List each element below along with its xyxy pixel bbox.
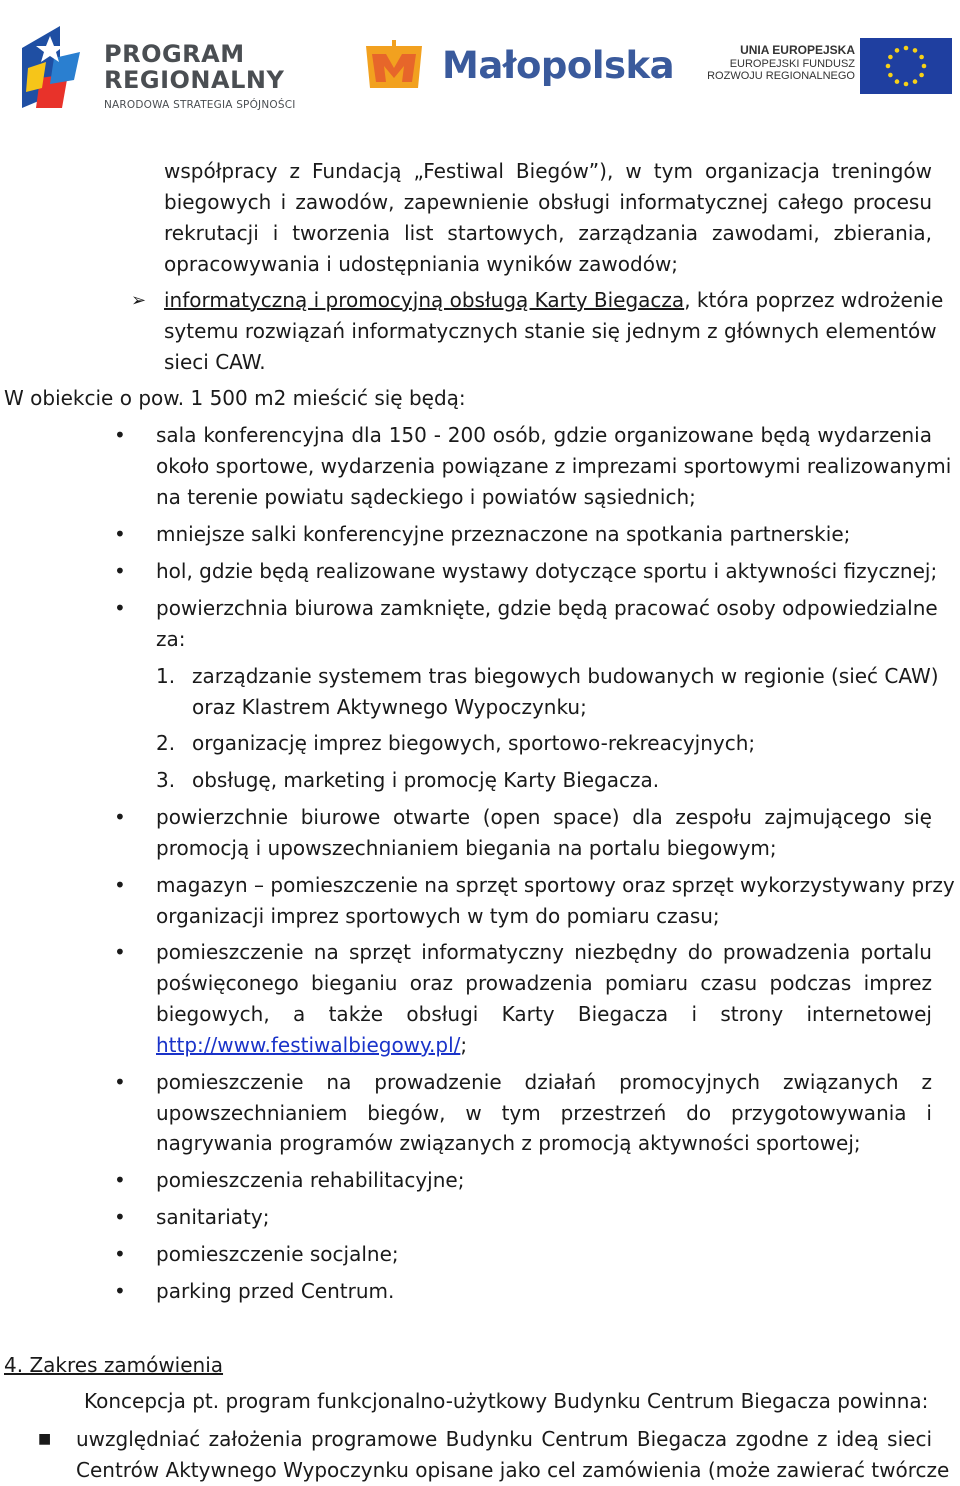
bullet-icon <box>114 937 126 968</box>
section-4-item-line: Centrów Aktywnego Wypoczynku opisane jako cel zamówienia (może zawierać twórcze <box>76 1458 950 1482</box>
numbered-marker: 1. <box>156 664 176 688</box>
list-item-line: upowszechnianiem biegów, w tym przestrzeń do przygotowywania i <box>156 1101 932 1125</box>
facility-heading: W obiekcie o pow. 1 500 m2 mieścić się będą: <box>4 386 466 410</box>
list-item-line: biegowych, a także obsługi Karty Biegacza i strony internetowej <box>156 1002 932 1026</box>
list-item-line: sanitariaty; <box>156 1205 270 1229</box>
list-item-line: parking przed Centrum. <box>156 1279 395 1303</box>
arrow-item-rest: , która poprzez wdrożenie <box>684 288 944 312</box>
karta-biegacza-underlined: informatyczną i promocyjną obsługą Karty Biegacza <box>164 288 685 312</box>
section-4-heading: 4. Zakres zamówienia <box>4 1353 224 1377</box>
list-item-line: organizacji imprez sportowych w tym do pomiaru czasu; <box>156 904 720 928</box>
program-line: PROGRAM <box>104 40 245 68</box>
bullet-icon <box>114 1239 126 1270</box>
list-item-line: sala konferencyjna dla 150 - 200 osób, gdzie organizowane będą wydarzenia <box>156 423 932 447</box>
intro-line: biegowych i zawodów, zapewnienie obsługi informatycznej całego procesu <box>164 190 932 214</box>
intro-line: współpracy z Fundacją „Festiwal Biegów”), w tym organizacja treningów <box>164 159 932 183</box>
link-suffix: ; <box>460 1033 468 1057</box>
square-bullet-icon <box>38 1424 51 1455</box>
list-item-line: powierzchnie biurowe otwarte (open space) dla zespołu zajmującego się <box>156 805 932 829</box>
eu-line1: UNIA EUROPEJSKA <box>740 43 855 57</box>
program-regionalny-text <box>104 42 296 111</box>
list-item-line: nagrywania programów związanych z promocją aktywności sportowej; <box>156 1131 861 1155</box>
list-item-line: pomieszczenie na sprzęt informatyczny niezbędny do prowadzenia portalu <box>156 940 932 964</box>
bullet-icon <box>114 802 126 833</box>
numbered-item-line: oraz Klastrem Aktywnego Wypoczynku; <box>192 695 587 719</box>
list-item-line: hol, gdzie będą realizowane wystawy dotyczące sportu i aktywności fizycznej; <box>156 559 938 583</box>
list-item-line: powierzchnia biurowa zamknięte, gdzie będą pracować osoby odpowiedzialne <box>156 596 938 620</box>
intro-line: opracowywania i udostępniania wyników zawodów; <box>164 252 679 276</box>
list-item-line: promocją i upowszechnianiem biegania na portalu biegowym; <box>156 836 777 860</box>
eu-fund-text <box>700 44 855 83</box>
strategy-line: NARODOWA STRATEGIA SPÓJNOŚCI <box>104 99 296 111</box>
arrow-item-line: sytemu rozwiązań informatycznych stanie się jednym z głównych elementów <box>164 319 937 343</box>
bullet-icon <box>114 1202 126 1233</box>
eu-flag-icon <box>860 38 952 94</box>
numbered-item-line: organizację imprez biegowych, sportowo-rekreacyjnych; <box>192 731 756 755</box>
arrow-bullet-icon: ➢ <box>131 290 147 311</box>
eu-line2: EUROPEJSKI FUNDUSZ <box>729 57 855 70</box>
list-item-line: pomieszczenie socjalne; <box>156 1242 399 1266</box>
bullet-icon <box>114 420 126 451</box>
malopolska-emblem-icon <box>362 38 426 94</box>
numbered-marker: 2. <box>156 731 176 755</box>
numbered-item-line: obsługę, marketing i promocję Karty Biegacza. <box>192 768 660 792</box>
list-item-line: około sportowe, wydarzenia powiązane z imprezami sportowymi realizowanymi <box>156 454 952 478</box>
section-4-intro: Koncepcja pt. program funkcjonalno-użytkowy Budynku Centrum Biegacza powinna: <box>84 1389 929 1413</box>
program-regionalny-logo <box>20 18 330 110</box>
malopolska-logo <box>362 38 675 94</box>
header-logos <box>0 0 960 120</box>
list-item-line: pomieszczenia rehabilitacyjne; <box>156 1168 465 1192</box>
list-item-line: poświęconego bieganiu oraz prowadzenia pomiaru czasu podczas imprez <box>156 971 932 995</box>
intro-line: rekrutacji i tworzenia list startowych, zarządzania zawodami, zbierania, <box>164 221 932 245</box>
program-regionalny-emblem-icon <box>20 18 82 110</box>
list-item-line: za: <box>156 627 186 651</box>
eu-line3: ROZWOJU REGIONALNEGO <box>707 70 855 83</box>
eu-fund-logo <box>700 38 952 94</box>
list-item-line: pomieszczenie na prowadzenie działań promocyjnych związanych z <box>156 1070 932 1094</box>
bullet-icon <box>114 593 126 624</box>
numbered-marker: 3. <box>156 768 176 792</box>
list-item-line: mniejsze salki konferencyjne przeznaczone na spotkania partnerskie; <box>156 522 851 546</box>
list-item-line: na terenie powiatu sądeckiego i powiatów sąsiednich; <box>156 485 696 509</box>
arrow-item-first-line <box>164 285 944 316</box>
bullet-icon <box>114 1276 126 1307</box>
bullet-icon <box>114 1165 126 1196</box>
bullet-icon <box>114 1067 126 1098</box>
bullet-icon <box>114 519 126 550</box>
bullet-icon <box>114 870 126 901</box>
list-item-line: magazyn – pomieszczenie na sprzęt sportowy oraz sprzęt wykorzystywany przy <box>156 873 955 897</box>
numbered-item-line: zarządzanie systemem tras biegowych budowanych w regionie (sieć CAW) <box>192 664 939 688</box>
festiwal-biegowy-link[interactable]: http://www.festiwalbiegowy.pl/ <box>156 1033 461 1057</box>
arrow-item-line: sieci CAW. <box>164 350 266 374</box>
bullet-icon <box>114 556 126 587</box>
link-line <box>156 1030 467 1061</box>
section-4-item-line: uwzględniać założenia programowe Budynku Centrum Biegacza zgodne z ideą sieci <box>76 1427 932 1451</box>
malopolska-text: Małopolska <box>442 44 675 87</box>
regionalny-line: REGIONALNY <box>104 66 285 94</box>
